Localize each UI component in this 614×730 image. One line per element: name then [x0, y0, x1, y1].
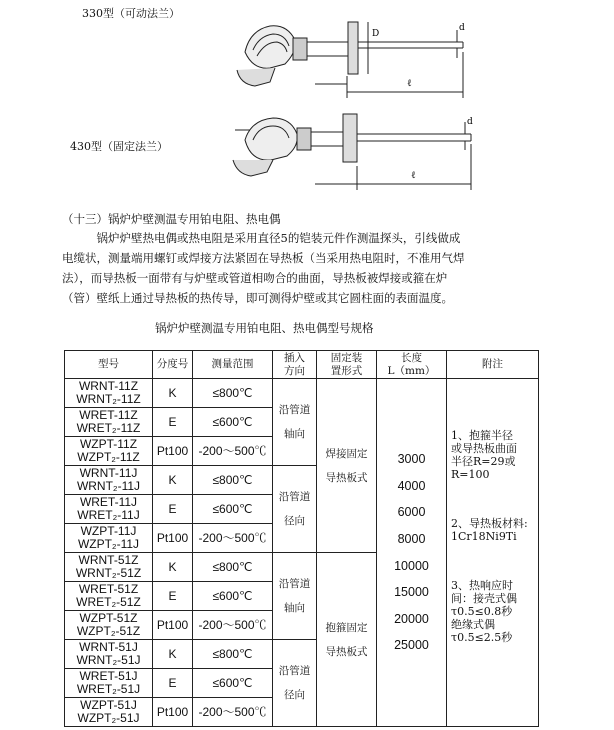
header-model: 型号	[65, 351, 153, 379]
paragraph-line: 电缆状，测量端用螺钉或焊接方法紧固在导热板（当采用热电阻时，不准用气焊	[62, 251, 465, 265]
length-value: 15000	[394, 585, 429, 600]
range-cell: -200～500℃	[193, 698, 273, 727]
model-cell: WRNT-51J WRNT₂-51J	[65, 640, 153, 669]
length-value: 3000	[397, 452, 426, 467]
table-header-row	[65, 351, 539, 379]
header-range: 测量范围	[193, 351, 273, 379]
drawing-330-dim-D: D	[372, 29, 380, 39]
model-cell: WZPT-11Z WZPT₂-11Z	[65, 437, 153, 466]
paragraph-line: （管）壁纸上通过导热板的热传导，即可测得炉壁或其它圆柱面的表面温度。	[62, 291, 453, 305]
table-row	[65, 379, 539, 408]
range-cell: -200～500℃	[193, 524, 273, 553]
graduation-cell: Pt100	[153, 437, 193, 466]
range-cell: ≤800℃	[193, 640, 273, 669]
model-cell: WRET-51J WRET₂-51J	[65, 669, 153, 698]
intro-paragraph	[62, 228, 542, 308]
model-cell: WRNT-11J WRNT₂-11J	[65, 466, 153, 495]
note-2: 2、导热板材料: 1Cr18Ni9Ti	[451, 517, 528, 543]
range-cell: ≤800℃	[193, 553, 273, 582]
range-cell: ≤800℃	[193, 466, 273, 495]
drawing-430-title: 430型（固定法兰）	[70, 140, 168, 153]
length-value: 4000	[397, 478, 426, 493]
length-value: 25000	[394, 638, 429, 653]
header-graduation: 分度号	[153, 351, 193, 379]
drawing-430-dim-l: ℓ	[411, 170, 416, 181]
drawing-430-diagram	[215, 110, 485, 200]
range-cell: ≤600℃	[193, 582, 273, 611]
graduation-cell: E	[153, 408, 193, 437]
graduation-cell: Pt100	[153, 698, 193, 727]
section-heading: （十三）锅炉炉壁测温专用铂电阻、热电偶	[62, 212, 281, 226]
paragraph-line: 锅炉炉壁热电偶或热电阻是采用直径5的铠装元件作测温探头，引线做成	[96, 231, 461, 245]
graduation-cell: Pt100	[153, 524, 193, 553]
header-notes: 附注	[447, 351, 539, 379]
drawing-330-dim-l: ℓ	[407, 78, 412, 89]
length-value: 6000	[397, 505, 426, 520]
range-cell: ≤600℃	[193, 669, 273, 698]
model-cell: WRET-51Z WRET₂-51Z	[65, 582, 153, 611]
drawing-430-dim-d: d	[467, 117, 473, 127]
header-length: 长度 L（mm）	[377, 351, 447, 379]
length-list	[377, 379, 447, 727]
mounting-cell: 焊接固定 导热板式	[317, 379, 377, 553]
drawing-330-title: 330型（可动法兰）	[82, 7, 180, 20]
graduation-cell: E	[153, 582, 193, 611]
length-value: 10000	[394, 558, 429, 573]
graduation-cell: K	[153, 553, 193, 582]
graduation-cell: K	[153, 379, 193, 408]
length-value: 8000	[397, 531, 426, 546]
range-cell: ≤600℃	[193, 495, 273, 524]
graduation-cell: K	[153, 466, 193, 495]
insertion-cell: 沿管道 径向	[273, 640, 317, 727]
note-3: 3、热响应时 间：接壳式偶 τ0.5≤0.8秒 绝缘式偶 τ0.5≤2.5秒	[451, 579, 517, 644]
graduation-cell: E	[153, 669, 193, 698]
mounting-cell: 抱箍固定 导热板式	[317, 553, 377, 727]
length-value: 20000	[394, 611, 429, 626]
spec-table	[64, 350, 539, 727]
drawing-330-diagram	[225, 12, 475, 112]
model-cell: WZPT-51J WZPT₂-51J	[65, 698, 153, 727]
notes-cell	[447, 379, 539, 727]
model-cell: WRNT-51Z WRNT₂-51Z	[65, 553, 153, 582]
paragraph-line: 法），而导热板一面带有与炉壁或管道相吻合的曲面，导热板被焊接或箍在炉	[62, 271, 448, 285]
graduation-cell: K	[153, 640, 193, 669]
graduation-cell: E	[153, 495, 193, 524]
model-cell: WZPT-51Z WZPT₂-51Z	[65, 611, 153, 640]
model-cell: WRET-11Z WRET₂-11Z	[65, 408, 153, 437]
header-insertion: 插入 方向	[273, 351, 317, 379]
table-caption: 锅炉炉壁测温专用铂电阻、热电偶型号规格	[155, 321, 374, 335]
model-cell: WRNT-11Z WRNT₂-11Z	[65, 379, 153, 408]
graduation-cell: Pt100	[153, 611, 193, 640]
insertion-cell: 沿管道 轴向	[273, 379, 317, 466]
range-cell: -200～500℃	[193, 611, 273, 640]
model-cell: WRET-11J WRET₂-11J	[65, 495, 153, 524]
header-mounting: 固定装 置形式	[317, 351, 377, 379]
range-cell: ≤800℃	[193, 379, 273, 408]
drawing-330-dim-d: d	[459, 23, 465, 33]
model-cell: WZPT-11J WZPT₂-11J	[65, 524, 153, 553]
insertion-cell: 沿管道 径向	[273, 466, 317, 553]
range-cell: ≤600℃	[193, 408, 273, 437]
insertion-cell: 沿管道 轴向	[273, 553, 317, 640]
range-cell: -200～500℃	[193, 437, 273, 466]
note-1: 1、抱箍半径 或导热板曲面 半径R=29或 R=100	[451, 429, 517, 481]
